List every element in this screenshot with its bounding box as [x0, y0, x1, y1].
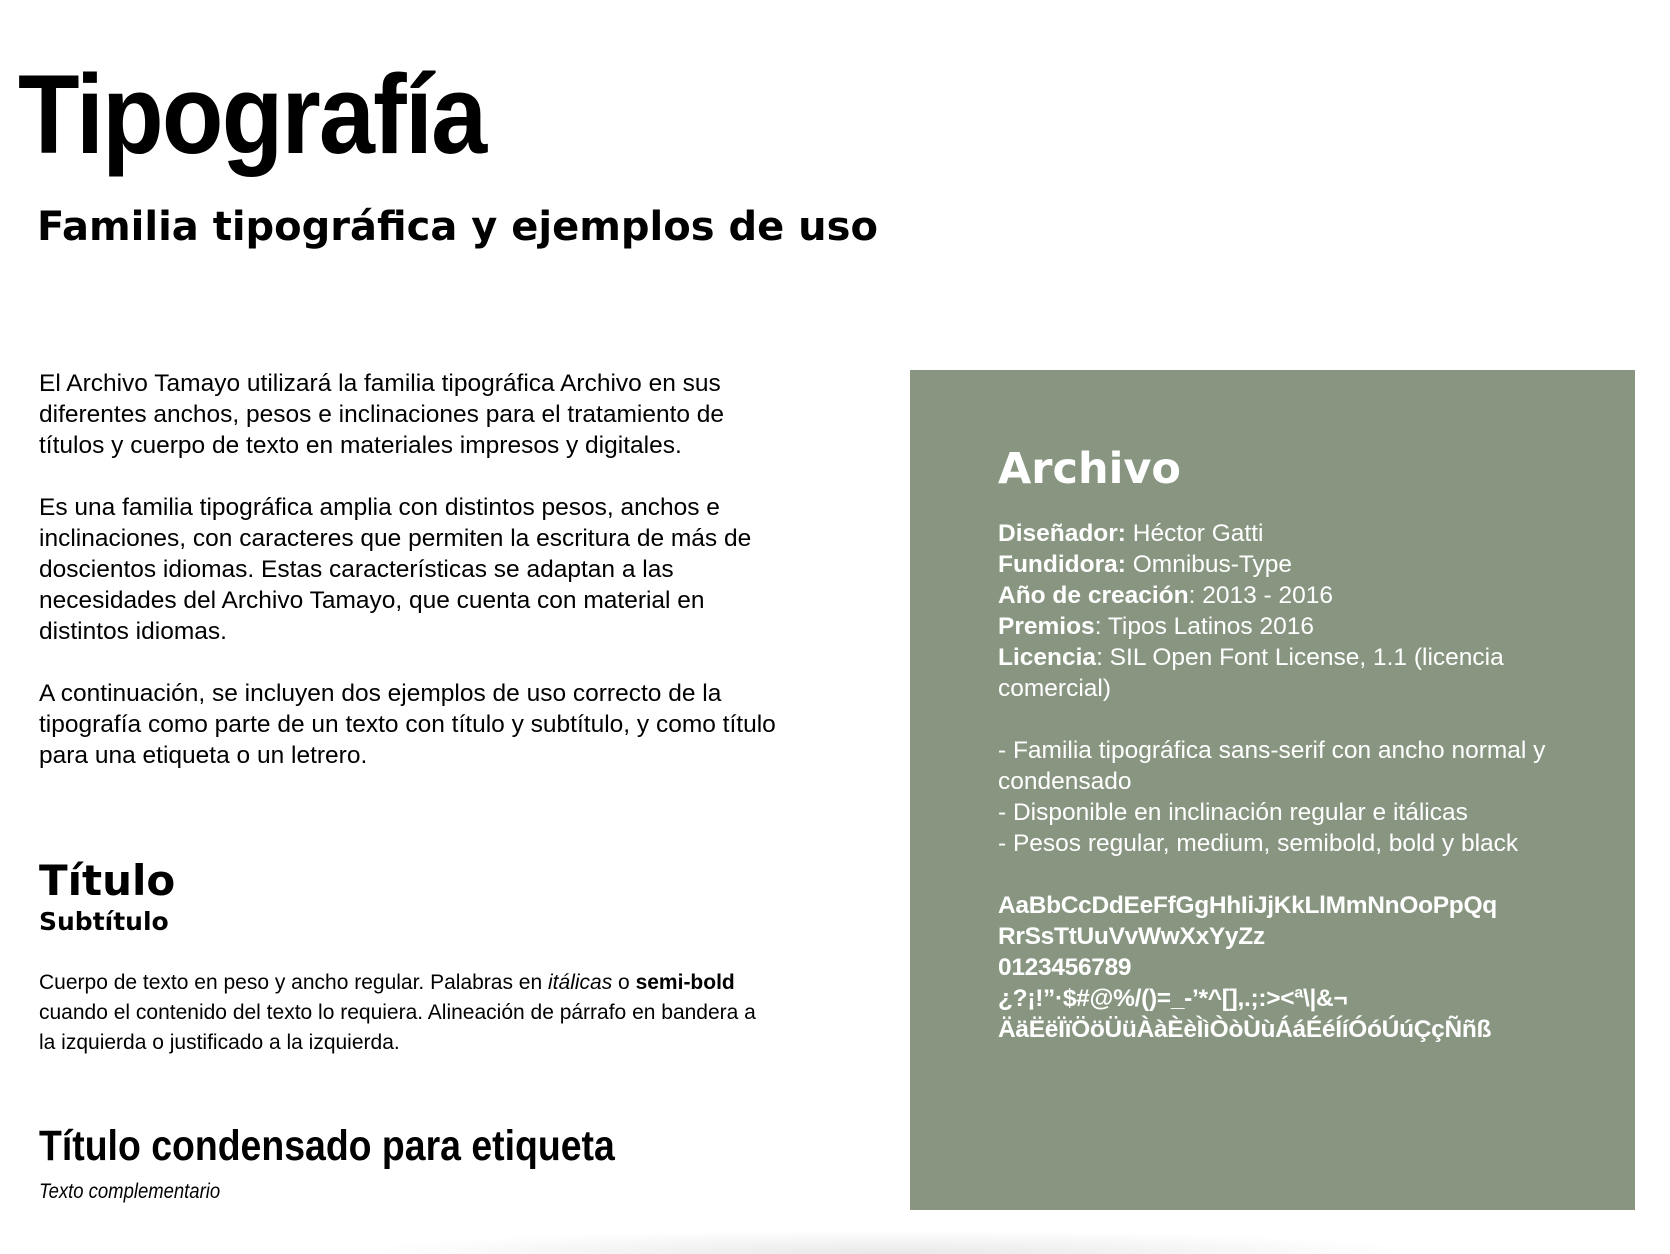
font-name: Archivo [998, 444, 1181, 494]
designer-label: Diseñador: [998, 520, 1126, 548]
foundry-line [998, 549, 1598, 580]
font-info-panel [910, 370, 1635, 1210]
designer-line [998, 518, 1598, 549]
foundry-label: Fundidora: [998, 551, 1126, 579]
feature-item: - Disponible en inclinación regular e itálicas [998, 799, 1468, 827]
awards-line [998, 611, 1598, 642]
body-bold-word: semi-bold [635, 971, 735, 994]
page-bottom-shadow [340, 1230, 1440, 1254]
year-value: : 2013 - 2016 [1188, 582, 1334, 610]
charset-line: AaBbCcDdEeFfGgHhIiJjKkLlMmNnOoPpQq [998, 892, 1497, 920]
awards-value: : Tipos Latinos 2016 [1094, 613, 1314, 641]
intro-paragraph: A continuación, se incluyen dos ejemplos de uso correcto de la tipografía como parte de un texto con título y subtítulo, y como título para una etiqueta o un letrero. [39, 680, 776, 769]
year-line [998, 580, 1598, 611]
font-info-content [998, 445, 1598, 1045]
feature-item: - Pesos regular, medium, semibold, bold y black [998, 830, 1519, 858]
body-text-segment: o [612, 971, 636, 994]
body-text-segment: cuando el contenido del texto lo requiera. Alineación de párrafo en bandera a la izquierda o justificado a la izquierda. [39, 1001, 756, 1054]
character-set [998, 890, 1598, 1045]
example-body-text [39, 968, 759, 1058]
charset-line: 0123456789 [998, 954, 1132, 982]
intro-paragraph: El Archivo Tamayo utilizará la familia tipográfica Archivo en sus diferentes anchos, pesos e inclinaciones para el tratamiento de títulos y cuerpo de texto en materiales impresos y digitales. [39, 370, 725, 459]
condensed-label-subtext: Texto complementario [39, 1180, 221, 1203]
charset-line: ¿?¡!”·$#@%/()=_-’*^[],.;:><ª\|&¬ [998, 985, 1348, 1013]
page-subtitle: Familia tipográfica y ejemplos de uso [37, 204, 878, 250]
page-title: Tipografía [18, 52, 486, 177]
condensed-label-title: Título condensado para etiqueta [39, 1122, 615, 1170]
awards-label: Premios [998, 613, 1095, 641]
intro-text [39, 368, 779, 802]
example-subtitle: Subtítulo [39, 907, 169, 936]
license-value: : SIL Open Font License, 1.1 (licencia comercial) [998, 644, 1504, 703]
foundry-value: Omnibus-Type [1125, 551, 1293, 579]
body-italic-word: itálicas [548, 971, 613, 994]
year-label: Año de creación [998, 582, 1189, 610]
example-title: Título [39, 856, 176, 905]
font-metadata [998, 518, 1598, 704]
charset-line: RrSsTtUuVvWwXxYyZz [998, 923, 1265, 951]
body-text-segment: Cuerpo de texto en peso y ancho regular. Palabras en [39, 971, 549, 994]
license-line [998, 642, 1598, 704]
charset-line: ÄäËëÏïÖöÜüÀàÈèÌìÒòÙùÁáÉéÍíÓóÚúÇçÑñß [998, 1016, 1492, 1044]
license-label: Licencia [998, 644, 1097, 672]
font-features [998, 735, 1598, 859]
intro-paragraph: Es una familia tipográfica amplia con distintos pesos, anchos e inclinaciones, con caracteres que permiten la escritura de más de doscientos idiomas. Estas características se adaptan a las necesidades del Archivo Tamayo, que cuenta con material en distintos idiomas. [39, 494, 752, 645]
feature-item: - Familia tipográfica sans-serif con ancho normal y condensado [998, 737, 1546, 796]
designer-value: Héctor Gatti [1125, 520, 1264, 548]
